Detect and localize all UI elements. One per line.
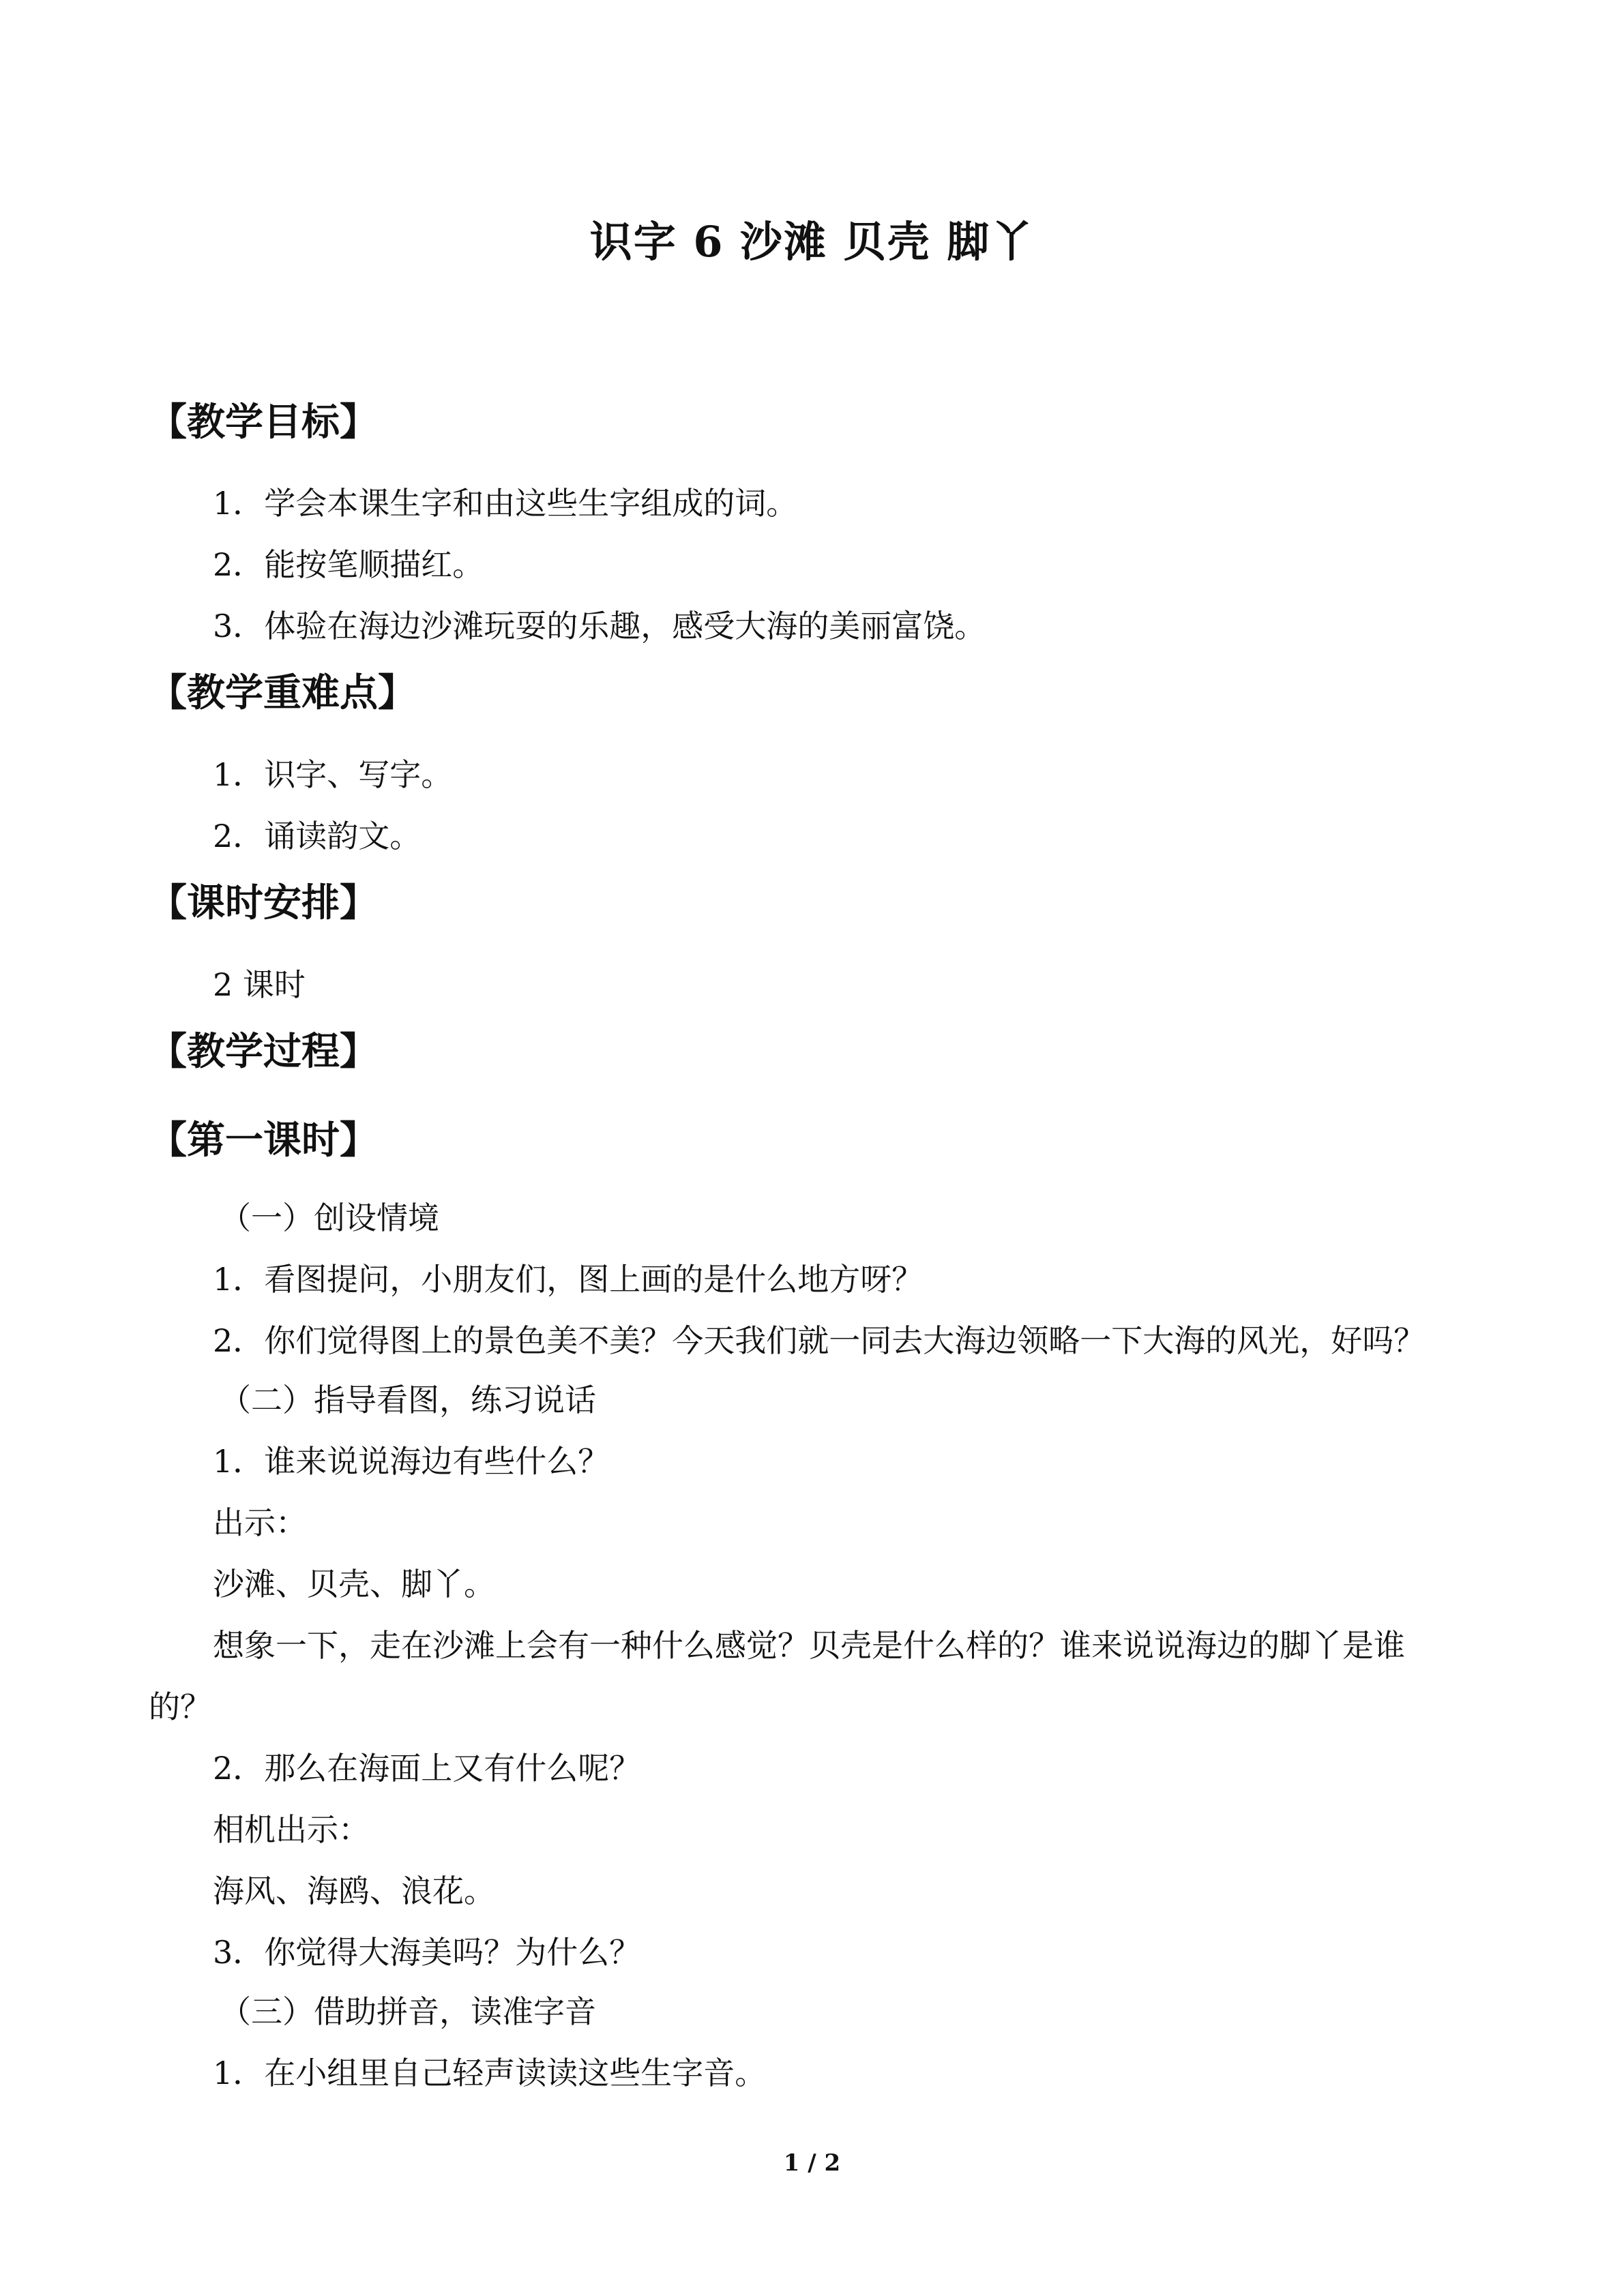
- step-item: 1．看图提问，小朋友们，图上画的是什么地方呀？: [213, 1261, 924, 1298]
- step-item: 想象一下，走在沙滩上会有一种什么感觉？贝壳是什么样的？谁来说说海边的脚丫是谁: [213, 1627, 1405, 1664]
- section-heading-lesson1: 【第一课时】: [149, 1118, 378, 1163]
- step-item: 相机出示：: [213, 1811, 370, 1848]
- key-point-item: 1．识字、写字。: [213, 756, 453, 793]
- step-heading: （二）指导看图，练习说话: [220, 1382, 596, 1418]
- step-item: 1．谁来说说海边有些什么？: [213, 1443, 610, 1480]
- step-item-continued: 的？: [149, 1688, 211, 1725]
- step-item: 海风、海鸥、浪花。: [213, 1873, 495, 1909]
- section-heading-process: 【教学过程】: [149, 1029, 378, 1074]
- objective-item: 1．学会本课生字和由这些生字组成的词。: [213, 485, 798, 522]
- step-item: 沙滩、贝壳、脚丫。: [213, 1566, 495, 1602]
- step-item: 出示：: [213, 1504, 307, 1541]
- objective-item: 3．体验在海边沙滩玩耍的乐趣，感受大海的美丽富饶。: [213, 608, 986, 644]
- section-heading-schedule: 【课时安排】: [149, 880, 378, 925]
- step-item: 2．你们觉得图上的景色美不美？今天我们就一同去大海边领略一下大海的风光，好吗？: [213, 1322, 1426, 1359]
- page-number: 1 / 2: [783, 2149, 841, 2177]
- step-heading: （三）借助拼音，读准字音: [220, 1993, 596, 2030]
- step-heading: （一）创设情境: [220, 1199, 439, 1236]
- step-item: 3．你觉得大海美吗？为什么？: [213, 1934, 641, 1971]
- schedule-text: 2 课时: [213, 966, 306, 1003]
- section-heading-objectives: 【教学目标】: [149, 400, 378, 445]
- key-point-item: 2．诵读韵文。: [213, 818, 422, 854]
- step-item: 1．在小组里自己轻声读读这些生字音。: [213, 2055, 767, 2091]
- page-title: 识字 6 沙滩 贝壳 脚丫: [589, 217, 1035, 267]
- section-heading-key-points: 【教学重难点】: [149, 670, 416, 715]
- step-item: 2．那么在海面上又有什么呢？: [213, 1750, 641, 1787]
- objective-item: 2．能按笔顺描红。: [213, 546, 484, 583]
